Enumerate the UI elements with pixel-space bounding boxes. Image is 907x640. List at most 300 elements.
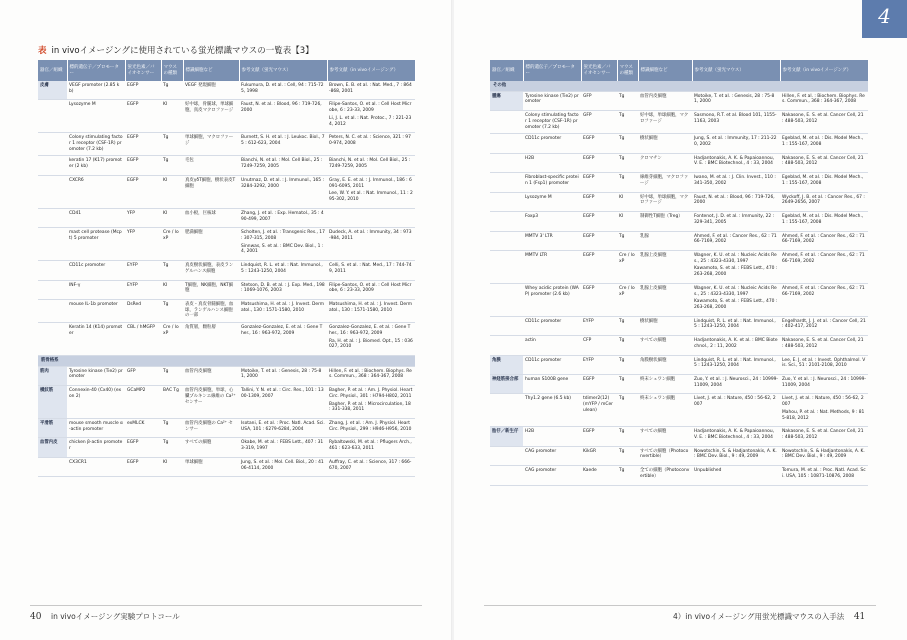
column-header: 器官／組織 (490, 60, 523, 81)
dye-cell: EGFP (581, 375, 617, 394)
type-cell: KI (161, 175, 183, 208)
cell-type-cell: 線維芽細胞，マクロファージ (638, 173, 692, 192)
type-cell: Tg (617, 427, 638, 446)
ref-mouse-cell (692, 192, 780, 211)
type-cell: Cre / loxP (617, 250, 638, 283)
ref-imaging-cell (780, 446, 868, 465)
type-cell: Tg (617, 316, 638, 335)
right-table-body (490, 81, 868, 485)
gene-cell: mast cell protease (Mcpt) 5 promoter (67, 228, 125, 261)
organ-cell (490, 250, 523, 283)
gene-cell: Whey acidic protein (WAP) promoter (2.6 kb) (523, 283, 581, 316)
dye-cell: EGFP (581, 134, 617, 153)
organ-cell: 角膜 (490, 355, 523, 374)
ref-imaging-cell (327, 100, 415, 133)
cell-type-cell: 樹状細胞 (638, 316, 692, 335)
table-row (38, 100, 415, 133)
table-row (490, 134, 868, 153)
left-page (0, 0, 452, 640)
reference: Hadjantonakis, A. K. & Papaioannou, V. E. : BMC Biotechnol., 4 : 33, 2004 (694, 155, 775, 167)
left-running-title: in vivoイメージング実験プロトコール (51, 612, 180, 621)
organ-cell (490, 336, 523, 355)
reference: Ahmed, F. et al. : Cancer Res., 62 : 7166-7169, 2002 (782, 252, 865, 264)
type-cell: Tg (617, 375, 638, 394)
column-header: マウスの種類 (161, 60, 183, 81)
organ-cell: 横紋筋 (38, 386, 67, 419)
table-row (490, 375, 868, 394)
ref-imaging-cell (780, 466, 868, 485)
organ-cell (38, 457, 67, 476)
gene-cell: mouse IL-1b promoter (67, 299, 125, 322)
reference: Sinnwas, S. et al. : BMC Dev. Biol., 1 : 4, 2001 (241, 243, 324, 255)
column-header: 参考文献（蛍光マウス） (692, 60, 780, 81)
dye-cell: GFP (581, 91, 617, 110)
gene-cell: MMTV 3' LTR (523, 231, 581, 250)
ref-mouse-cell (692, 91, 780, 110)
gene-cell: Thy1.2 gene (6.5 kb) (523, 394, 581, 427)
dye-cell: tdimer2(12) (mYFP / mCerulean) (581, 394, 617, 427)
reference: Jung, S. et al. : Mol. Cell. Biol., 20 : 4106-4114, 2000 (241, 459, 324, 471)
cell-type-cell: 終末シュワン細胞 (638, 394, 692, 427)
cell-type-cell: 乳腺上皮細胞 (638, 283, 692, 316)
cell-type-cell: T細胞，NK細胞，NKT細胞 (183, 280, 239, 299)
cell-type-cell: 樹状細胞 (638, 134, 692, 153)
dye-cell: GCaMP2 (125, 386, 161, 419)
organ-cell (38, 208, 67, 227)
gene-cell: Lysozyme M (67, 100, 125, 133)
right-page (454, 0, 907, 640)
table-row (38, 366, 415, 385)
reference: Ahmed, F. et al. : Cancer Res., 62 : 7166-7169, 2002 (694, 233, 777, 245)
dye-cell: EGFP (125, 438, 161, 457)
column-header: 蛍光色素／バイオセンサー (125, 60, 161, 81)
chapter-tab (862, 0, 907, 38)
organ-cell (38, 133, 67, 156)
gene-cell: actin (523, 336, 581, 355)
cell-type-cell: 乳腺 (638, 231, 692, 250)
organ-cell: 皮膚 (38, 81, 67, 100)
ref-imaging-cell (780, 336, 868, 355)
reference: Bianchi, N. et al. : Mol. Cell Biol., 25 : 7249-7259, 2005 (241, 158, 323, 170)
type-cell: KI (161, 100, 183, 133)
reference: Ra, H. et al. : J. Biomed. Opt., 15 : 036027, 2010 (329, 338, 413, 350)
dye-cell: EYFP (125, 261, 161, 280)
dye-cell: EGFP (581, 427, 617, 446)
reference: Tallini, Y. N. et al. : Circ. Res., 101 : 1300-1309, 2007 (241, 388, 324, 399)
gene-cell: CD11c promoter (523, 355, 581, 374)
reference: Livet, J. et al. : Nature, 450 : 56-62, 2007 (782, 396, 864, 408)
right-table (490, 60, 869, 486)
reference: Okabe, M. et al. : FEBS Lett., 407 : 313-319, 1997 (241, 440, 324, 452)
reference: Gonzalez-Gonzalez, E. et al. : Gene Ther., 16 : 963-972, 2009 (241, 325, 323, 336)
gene-cell: Foxp3 (523, 212, 581, 231)
reference: Matsushima, H. et al. : J. Invest. Dermatol., 130 : 1571-1580, 2010 (329, 301, 413, 313)
reference: Zuo, Y. et al. : J. Neurosci., 24 : 10999-11009, 2004 (782, 377, 867, 388)
right-footer-rule (484, 605, 876, 606)
reference: Bagher, P. et al. : Am. J. Physiol. Heart Circ. Physiol., 301 : H794-H802, 2011 (329, 388, 413, 399)
dye-cell: EGFP (581, 250, 617, 283)
organ-cell (490, 153, 523, 172)
reference: Fukumura, D. et al. : Cell, 94 : 715-725, 1998 (241, 83, 324, 94)
gene-cell: CD11c promoter (523, 134, 581, 153)
ref-imaging-cell (780, 134, 868, 153)
right-running-title: 4）in vivoイメージング用蛍光標識マウスの入手法 (673, 612, 845, 621)
dye-cell: EGFP (125, 133, 161, 156)
ref-imaging-cell (327, 261, 415, 280)
reference: Zuo, Y. et al. : J. Neurosci., 24 : 10999-11009, 2004 (694, 377, 779, 388)
reference: Livet, J. et al. : Nature, 450 : 56-62, 2007 (694, 396, 776, 408)
gene-cell: Tyrosine kinase (Tie2) promoter (67, 366, 125, 385)
table-row (490, 394, 868, 427)
ref-mouse-cell (239, 133, 327, 156)
cell-type-cell: 血管内皮細胞，単球，心臓プルキンエ線維の Ca²⁺ センサー (183, 386, 239, 419)
cell-type-cell: 制御性T細胞（Treg） (638, 212, 692, 231)
right-folio (673, 611, 865, 622)
reference: Egeblad, M. et al. : Dis. Model Mech., 1 : 155-167, 2008 (782, 175, 864, 186)
reference: Li, J. L. et al. : Nat. Protoc., 7 : 221-234, 2012 (329, 115, 412, 127)
reference: Lindquist, R. L. et al. : Nat. Immunol., 5 : 1243-1250, 2004 (694, 357, 776, 369)
cell-type-cell: 毛包 (183, 156, 239, 175)
table-row (38, 133, 415, 156)
table-row (490, 316, 868, 335)
organ-cell: 平滑筋 (38, 419, 67, 438)
gene-cell: Connexin-40 (Cx40) (exon 2) (67, 386, 125, 419)
ref-mouse-cell (239, 419, 327, 438)
right-page-number: 41 (853, 612, 866, 622)
dye-cell: EGFP (125, 81, 161, 100)
dye-cell: EGFP (125, 175, 161, 208)
cell-type-cell: 好中球，単球細胞，マクロファージ (638, 192, 692, 211)
type-cell: Tg (161, 419, 183, 438)
type-cell: KI (617, 212, 638, 231)
gene-cell: Colony stimulating factor 1 receptor (CSF-1R) promoter (7.2 kb) (523, 111, 581, 134)
cell-type-cell: すべての細胞（Photoconvertible） (638, 446, 692, 465)
gene-cell: keratin 17 (K17) promoter (2 kb) (67, 156, 125, 175)
ref-mouse-cell (692, 446, 780, 465)
ref-mouse-cell (692, 231, 780, 250)
organ-cell: 血管内皮 (38, 438, 67, 457)
reference: Egeblad, M. et al. : Dis. Model Mech., 1 : 155-167, 2008 (782, 214, 864, 225)
table-row (38, 386, 415, 419)
reference: Hillen, F. et al. : Biochem. Biophys. Res. Commun., 368 : 364-367, 2008 (782, 93, 865, 105)
organ-cell (38, 100, 67, 133)
ref-imaging-cell (780, 231, 868, 250)
ref-imaging-cell (327, 299, 415, 322)
cell-type-cell: 表皮・真皮骨髄細胞，血球，ランゲルハンス細胞の一部 (183, 299, 239, 322)
type-cell: Tg (161, 81, 183, 100)
reference: Iwano, M. et al. : J. Clin. Invest., 110 : 341-350, 2002 (694, 175, 776, 186)
dye-cell: EYFP (125, 280, 161, 299)
cell-type-cell: 真皮樹状細胞，表皮ランゲルハンス細胞 (183, 261, 239, 280)
reference: Gray, E. E. et al. : J. Immunol., 186 : 6091-6095, 2011 (329, 177, 412, 189)
column-header: 参考文献（蛍光マウス） (239, 60, 327, 81)
ref-mouse-cell (239, 457, 327, 476)
column-header: 蛍光色素／バイオセンサー (581, 60, 617, 81)
type-cell: Tg (161, 366, 183, 385)
table-row (490, 446, 868, 465)
ref-mouse-cell (692, 134, 780, 153)
table-label: 表 (38, 46, 47, 56)
organ-cell (490, 446, 523, 465)
column-header: 標識細胞など (183, 60, 239, 81)
ref-mouse-cell (239, 299, 327, 322)
reference: Engelhardt, J. J. et al. : Cancer Cell, 21 : 402-417, 2012 (782, 318, 866, 330)
cell-type-cell: 単球細胞 (183, 457, 239, 476)
column-header: 参考文献（in vivoイメージング） (327, 60, 415, 81)
reference: Lee, E. J. et al. : Invest. Ophthalmol. Vis. Sci., 51 : 2101-2108, 2010 (782, 357, 866, 369)
ref-imaging-cell (327, 228, 415, 261)
type-cell: KI (161, 208, 183, 227)
chapter-number: 4 (878, 4, 891, 28)
organ-cell (38, 175, 67, 208)
type-cell: Tg (617, 111, 638, 134)
reference: Nakasone, E. S. et al. Cancer Cell, 21 : 488-503, 2012 (782, 429, 864, 441)
ref-imaging-cell (327, 438, 415, 457)
table-row (38, 299, 415, 322)
organ-cell (38, 323, 67, 356)
organ-cell (490, 231, 523, 250)
reference: Tomura, M. et al. : Proc. Natl. Acad. Sci. USA, 105 : 10871-10876, 2008 (782, 468, 866, 479)
reference: Sasmono, R.T. et al. Blood 101, 1155-1163, 2003 (694, 113, 777, 124)
table-row (38, 156, 415, 175)
cell-type-cell: 終末シュワン細胞 (638, 375, 692, 394)
reference: Unutmaz, D. et al. : J. Immunol., 165 : 3284-3292, 2000 (241, 177, 324, 189)
ref-imaging-cell (780, 427, 868, 446)
table-row (38, 81, 415, 100)
dye-cell: EGFP (581, 173, 617, 192)
reference: Burnett, S. H. et al. : J. Leukoc. Biol., 75 : 612-623, 2004 (241, 135, 325, 147)
reference: Unpublished (694, 468, 722, 474)
dye-cell: EGFP (125, 100, 161, 133)
reference: Nowotschin, S. & Hadjantonakis, A. K. : BMC Dev. Biol., 9 : 49, 2009 (782, 448, 865, 460)
cell-type-cell: すべての細胞 (638, 427, 692, 446)
ref-imaging-cell (327, 323, 415, 356)
cell-type-cell: 血小板，巨核球 (183, 208, 239, 227)
reference: Wyckoff, J. B. et al. : Cancer Res., 67 : 2649-2656, 2007 (782, 194, 865, 206)
cell-type-cell: 血管内皮細胞の Ca²⁺ センサー (183, 419, 239, 438)
ref-mouse-cell (239, 175, 327, 208)
ref-mouse-cell (692, 375, 780, 394)
gene-cell: VEGF promoter (2.85 kb) (67, 81, 125, 100)
ref-mouse-cell (692, 466, 780, 485)
gene-cell: mouse smooth muscle α-actin promoter (67, 419, 125, 438)
type-cell: Cre / loxP (161, 323, 183, 356)
gene-cell: Colony stimulating factor 1 receptor (CSF-1R) promoter (7.2 kb) (67, 133, 125, 156)
reference: Stetson, D. B. et al. : J. Exp. Med., 198 : 1069-1076, 2003 (241, 282, 325, 294)
dye-cell: EGFP (581, 153, 617, 172)
type-cell: Tg (161, 156, 183, 175)
type-cell: Cre / loxP (617, 283, 638, 316)
column-header: 標識細胞など (638, 60, 692, 81)
type-cell: Tg (161, 438, 183, 457)
reference: Motoike, T. et al. : Genesis, 28 : 75-81, 2000 (241, 368, 322, 380)
gene-cell: Fibroblast-specific protein 1 (Fsp1) promoter (523, 173, 581, 192)
gene-cell: INF-γ (67, 280, 125, 299)
reference: Brown, E. B. et al. : Nat. Med., 7 : 864-868, 2001 (329, 83, 412, 94)
dye-cell: EYFP (581, 316, 617, 335)
ref-imaging-cell (780, 91, 868, 110)
gene-cell: CD11c promoter (67, 261, 125, 280)
organ-cell (490, 134, 523, 153)
cell-type-cell: 真皮γδT細胞，樹状表皮T細胞 (183, 175, 239, 208)
ref-mouse-cell (239, 81, 327, 100)
dye-cell: EGFP (581, 283, 617, 316)
gene-cell: human S100B gene (523, 375, 581, 394)
section-label: 筋骨格系 (38, 356, 415, 367)
organ-cell (38, 261, 67, 280)
reference: Filipe-Santos, O. et al. : Cell Host Microbe, 6 : 23-33, 2009 (329, 102, 412, 114)
cell-type-cell: クロマチン (638, 153, 692, 172)
type-cell: Tg (617, 355, 638, 374)
ref-mouse-cell (692, 173, 780, 192)
gene-cell: CD11c promoter (523, 316, 581, 335)
type-cell: Tg (161, 133, 183, 156)
ref-imaging-cell (327, 133, 415, 156)
reference: Motoike, T. et al. : Genesis, 28 : 75-81, 2000 (694, 93, 775, 105)
ref-imaging-cell (780, 355, 868, 374)
ref-mouse-cell (692, 250, 780, 283)
organ-cell (38, 228, 67, 261)
table-row (38, 175, 415, 208)
table-row (490, 231, 868, 250)
table-row (490, 283, 868, 316)
ref-mouse-cell (692, 212, 780, 231)
type-cell: KI (161, 280, 183, 299)
gene-cell: CAG promoter (523, 466, 581, 485)
cell-type-cell: すべての細胞 (638, 336, 692, 355)
left-header-row (38, 60, 415, 81)
gene-cell: CXCR6 (67, 175, 125, 208)
reference: Hillen, F. et al. : Biochem. Biophys. Res. Commun., 368 : 364-367, 2008 (329, 368, 412, 380)
reference: Lee, W. Y. et al. : Nat. Immunol., 11 : 295-302, 2010 (329, 191, 413, 203)
ref-imaging-cell (780, 375, 868, 394)
table-row (490, 466, 868, 485)
reference: Wagner, K. U. et al. : Nucleic Acids Res., 25 : 4323-4330, 1997 (694, 285, 777, 297)
column-header: マウスの種類 (617, 60, 638, 81)
ref-mouse-cell (239, 208, 327, 227)
type-cell: Tg (161, 299, 183, 322)
reference: Isotani, E. et al. : Proc. Natl. Acad. Sci. USA, 101 : 6279-6284, 2004 (241, 421, 325, 432)
table-row (490, 250, 868, 283)
gene-cell: CD41 (67, 208, 125, 227)
ref-mouse-cell (692, 316, 780, 335)
section-row (38, 356, 415, 367)
table-row (38, 323, 415, 356)
type-cell: Tg (161, 261, 183, 280)
type-cell: KI (161, 457, 183, 476)
reference: Celli, S. et al. : Nat. Med., 17 : 744-749, 2011 (329, 263, 412, 274)
type-cell: Tg (617, 466, 638, 485)
reference: Gonzalez-Gonzalez, E. et al. : Gene Ther., 16 : 963-972, 2009 (329, 325, 411, 336)
ref-mouse-cell (239, 438, 327, 457)
reference: Zhang, J. et al. : Am. J. Physiol. Heart Circ. Physiol., 299 : H946-H956, 2010 (329, 421, 412, 432)
column-header: 参考文献（in vivoイメージング） (780, 60, 868, 81)
reference: Kawamoto, S. et al. : FEBS Lett., 470 : 263-268, 2000 (694, 299, 778, 310)
reference: Auffray, C. et al. : Science, 317 : 666-670, 2007 (329, 459, 412, 471)
organ-cell: 筋肉 (38, 366, 67, 385)
ref-mouse-cell (692, 394, 780, 427)
ref-imaging-cell (327, 366, 415, 385)
table-row (490, 192, 868, 211)
cell-type-cell: 角質層，顆粒層 (183, 323, 239, 356)
ref-mouse-cell (692, 283, 780, 316)
table-row (490, 91, 868, 110)
gene-cell: CX3CR1 (67, 457, 125, 476)
organ-cell (490, 111, 523, 134)
reference: Faust, N. et al. : Blood, 96 : 719-726, 2000 (241, 102, 322, 114)
cell-type-cell: 肥満細胞 (183, 228, 239, 261)
table-title-text: in vivoイメージングに使用されている蛍光標識マウスの一覧表【3】 (51, 46, 314, 56)
table-row (490, 111, 868, 134)
cell-type-cell: VEGF 発現細胞 (183, 81, 239, 100)
gene-cell: Tyrosine kinase (Tie2) promoter (523, 91, 581, 110)
dye-cell: CBL / hMGFP (125, 323, 161, 356)
reference: Zhang, J. et al. : Exp. Hematol., 35 : 490-499, 2007 (241, 210, 324, 222)
reference: Ahmed, F. et al. : Cancer Res., 62 : 7166-7169, 2002 (782, 285, 865, 297)
reference: Rybaltowski, M. et al. : Pflugers Arch., 461 : 623-633, 2011 (329, 440, 412, 452)
type-cell: Cre / loxP (161, 228, 183, 261)
table-row (490, 173, 868, 192)
gene-cell: H2B (523, 153, 581, 172)
dye-cell: GFP (125, 366, 161, 385)
table-row (38, 261, 415, 280)
organ-cell (490, 212, 523, 231)
gene-cell: Keratin 14 (K14) promoter (67, 323, 125, 356)
cell-type-cell: すべての細胞 (183, 438, 239, 457)
ref-imaging-cell (327, 386, 415, 419)
type-cell: Tg (617, 134, 638, 153)
reference: Nakasone, E. S. et al. Cancer Cell, 21 : 488-503, 2012 (782, 155, 864, 167)
dye-cell: EGFP (581, 192, 617, 211)
dye-cell: EGFP (125, 457, 161, 476)
type-cell: KI (617, 192, 638, 211)
organ-cell: 腫瘍 (490, 91, 523, 110)
reference: Nowotschin, S. & Hadjantonakis, A. K. : BMC Dev. Biol., 9 : 49, 2009 (694, 448, 777, 460)
left-table (38, 60, 416, 477)
ref-mouse-cell (692, 111, 780, 134)
cell-type-cell: 血管内皮細胞 (183, 366, 239, 385)
reference: Mahou, P. et al. : Nat. Methods, 9 : 815-818, 2012 (782, 409, 865, 421)
cell-type-cell: 好中球，骨髄球，単球細胞，真皮マクロファージ (183, 100, 239, 133)
ref-imaging-cell (780, 212, 868, 231)
ref-imaging-cell (780, 316, 868, 335)
reference: Ahmed, F. et al. : Cancer Res., 62 : 7166-7169, 2002 (782, 233, 865, 245)
ref-imaging-cell (327, 156, 415, 175)
dye-cell: DsRed (125, 299, 161, 322)
ref-imaging-cell (780, 192, 868, 211)
ref-imaging-cell (780, 173, 868, 192)
table-row (38, 419, 415, 438)
column-header: 器官／組織 (38, 60, 67, 81)
reference: Bianchi, N. et al. : Mol. Cell Biol., 25 : 7249-7259, 2005 (329, 158, 411, 170)
reference: Jung, S. et al. : Immunity, 17 : 211-220, 2002 (694, 136, 777, 148)
ref-mouse-cell (692, 355, 780, 374)
ref-imaging-cell (327, 81, 415, 100)
ref-imaging-cell (780, 250, 868, 283)
ref-imaging-cell (327, 175, 415, 208)
organ-cell (38, 156, 67, 175)
gene-cell: MMTV LTR (523, 250, 581, 283)
type-cell: Tg (617, 173, 638, 192)
gene-cell: CAG promoter (523, 446, 581, 465)
type-cell: Tg (617, 153, 638, 172)
ref-mouse-cell (239, 323, 327, 356)
reference: Nakasone, E. S. et al. Cancer Cell, 21 : 488-503, 2012 (782, 338, 864, 349)
type-cell: BAC Tg (161, 386, 183, 419)
reference: Kawamoto, S. et al. : FEBS Lett., 470 : 263-268, 2000 (694, 266, 778, 278)
ref-mouse-cell (239, 228, 327, 261)
section-label: その他 (490, 81, 868, 91)
